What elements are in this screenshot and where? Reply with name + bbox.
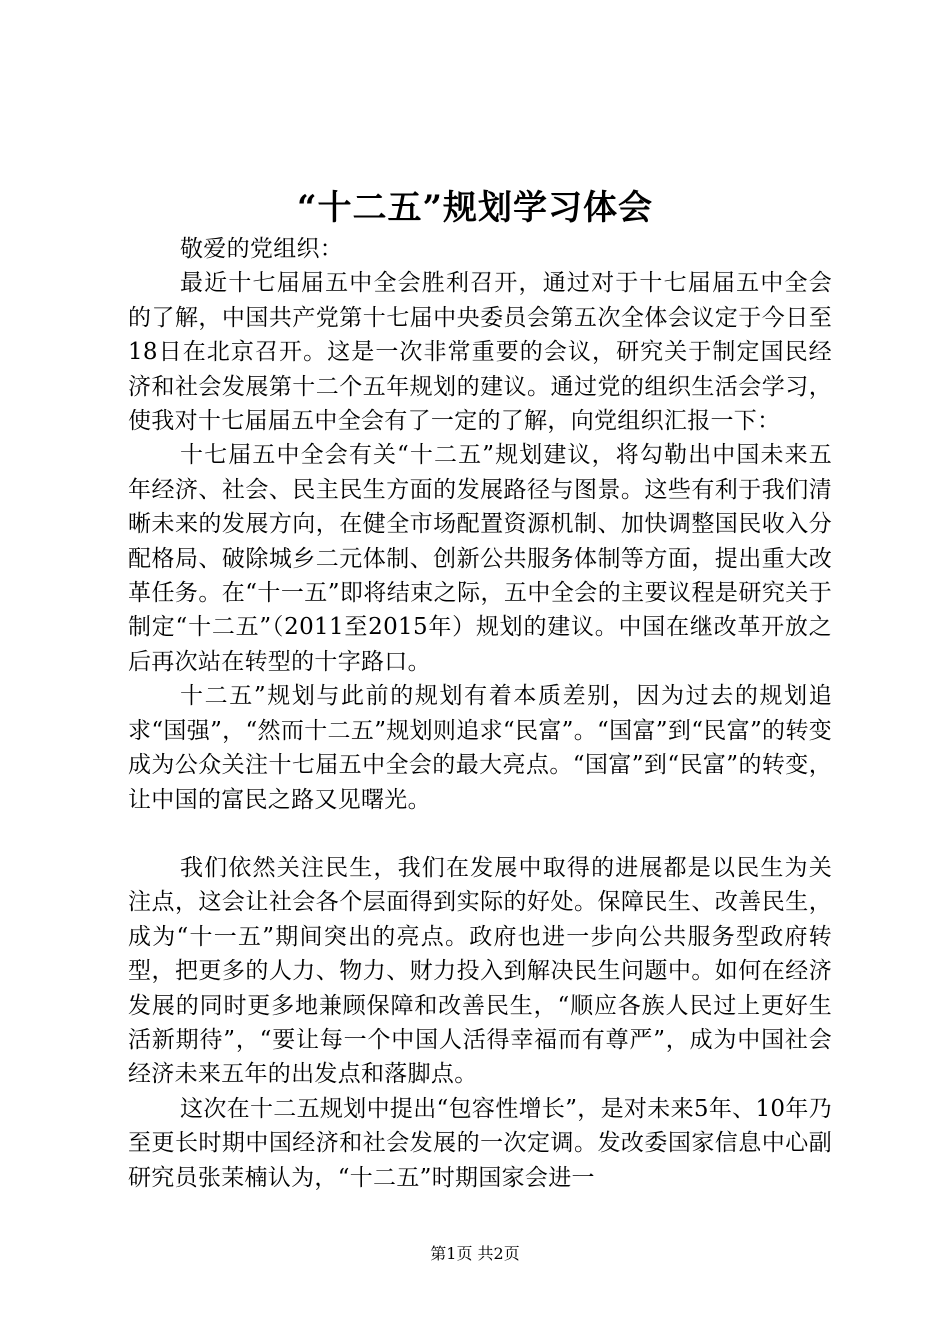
paragraph-5: 这次在十二五规划中提出“包容性增长”，是对未来5年、10年乃至更长时期中国经济和社会发展的一次定调。发改委国家信息中心副研究员张茉楠认为，“十二五”时期国家会进一 [128,1095,832,1191]
document-title: “十二五”规划学习体会 [296,188,654,228]
page-footer: 第1页 共2页 [430,1244,520,1263]
salutation: 敬爱的党组织： [180,236,344,262]
paragraph-4: 我们依然关注民生，我们在发展中取得的进展都是以民生为关注点，这会让社会各个层面得到实际的好处。保障民生、改善民生，成为“十一五”期间突出的亮点。政府也进一步向公共服务型政府转型，把更多的人力、物力、财力投入到解决民生问题中。如何在经济发展的同时更多地兼顾保障和改善民生，“顺应各族人民过上更好生活新期待”，“要让每一个中国人活得幸福而有尊严”，成为中国社会经济未来五年的出发点和落脚点。 [128,854,832,1088]
document-body [128,232,832,1195]
paragraph-3: 十二五”规划与此前的规划有着本质差别，因为过去的规划追求“国强”，“然而十二五”规划则追求“民富”。“国富”到“民富”的转变成为公众关注十七届五中全会的最大亮点。“国富”到“民富”的转变，让中国的富民之路又见曙光。 [128,683,832,813]
paragraph-2: 十七届五中全会有关“十二五”规划建议，将勾勒出中国未来五年经济、社会、民主民生方面的发展路径与图景。这些有利于我们清晰未来的发展方向，在健全市场配置资源机制、加快调整国民收入分配格局、破除城乡二元体制、创新公共服务体制等方面，提出重大改革任务。在“十一五”即将结束之际，五中全会的主要议程是研究关于制定“十二五”（2011至2015年）规划的建议。中国在继改革开放之后再次站在转型的十字路口。 [128,442,832,675]
paragraph-1: 最近十七届届五中全会胜利召开，通过对于十七届届五中全会的了解，中国共产党第十七届中央委员会第五次全体会议定于今日至18日在北京召开。这是一次非常重要的会议，研究关于制定国民经济和社会发展第十二个五年规划的建议。通过党的组织生活会学习，使我对十七届届五中全会有了一定的了解，向党组织汇报一下： [128,270,832,435]
